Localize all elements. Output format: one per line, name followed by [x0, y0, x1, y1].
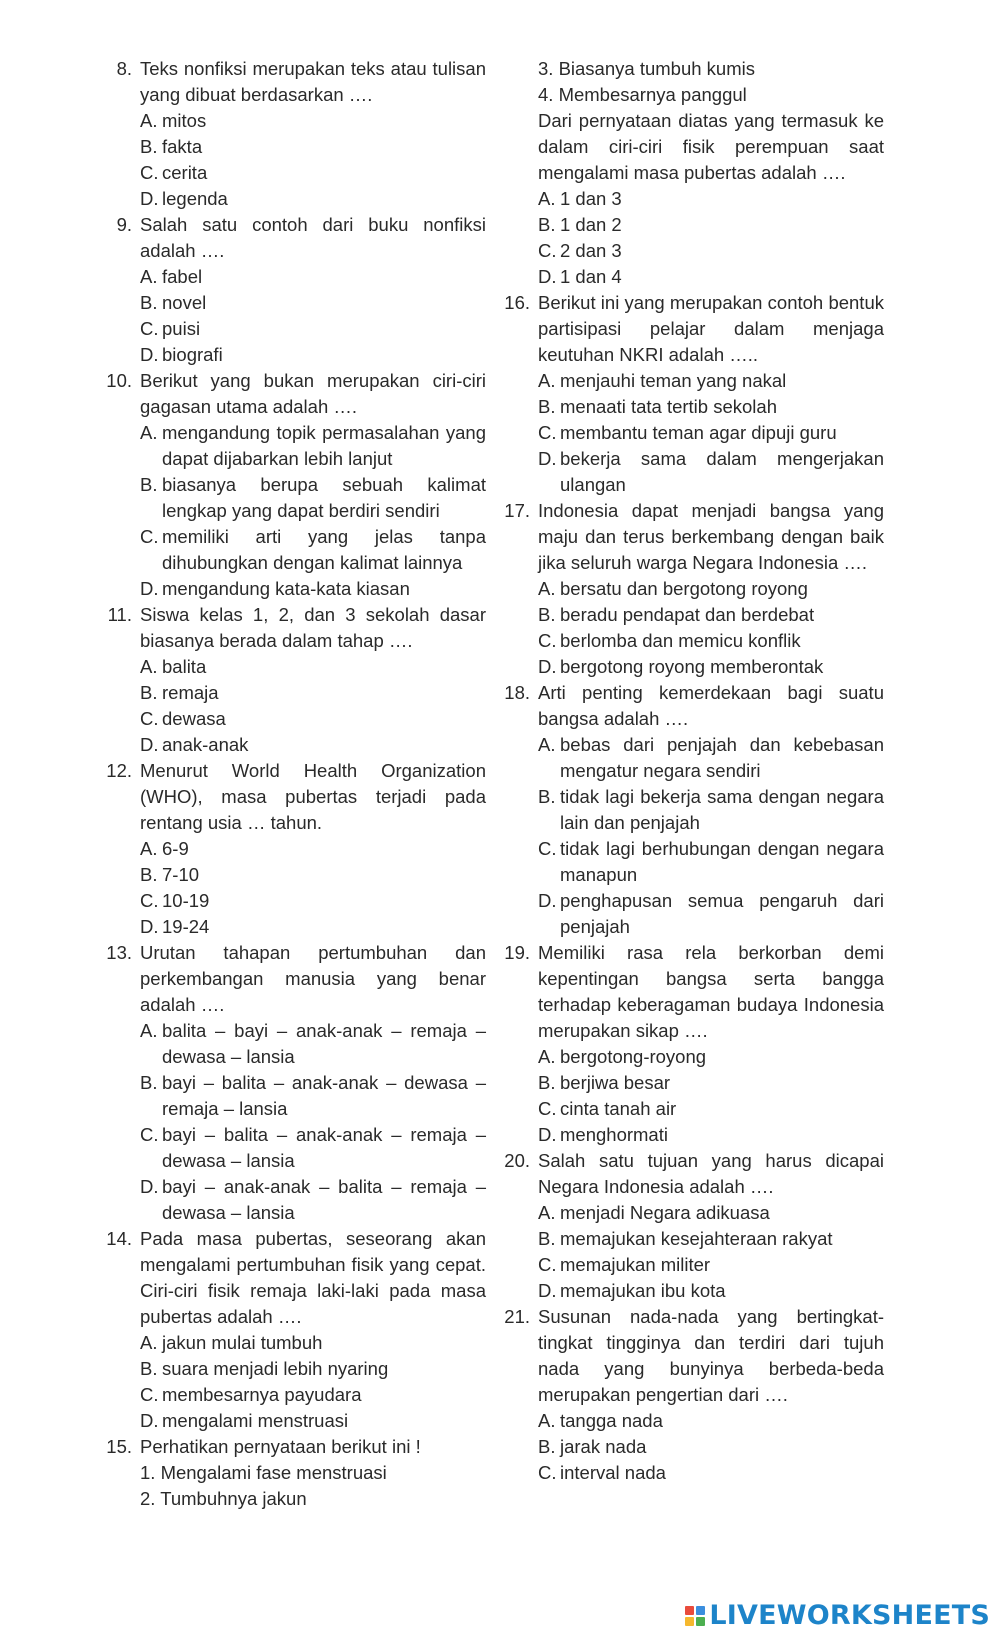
question-number: 10. [106, 370, 132, 391]
question-text: Dari pernyataan diatas yang termasuk ke dalam ciri-ciri fisik perempuan saat mengalami masa pubertas adalah …. [538, 110, 884, 183]
logo-text: LIVEWORKSHEETS [709, 1600, 990, 1631]
option-text: fakta [162, 136, 203, 157]
option-text: bayi – balita – anak-anak – dewasa – remaja – lansia [162, 1072, 486, 1119]
option-text: tidak lagi berhubungan dengan negara manapun [560, 838, 884, 885]
answer-option [538, 784, 884, 836]
option-text: mengandung topik permasalahan yang dapat dijabarkan lebih lanjut [162, 422, 486, 469]
answer-option [538, 732, 884, 784]
question-number: 9. [116, 214, 132, 235]
answer-option [538, 368, 884, 394]
answer-option [538, 1278, 884, 1304]
option-text: 6-9 [162, 838, 189, 859]
question-body [140, 758, 486, 940]
option-text: bayi – anak-anak – balita – remaja – dewasa – lansia [162, 1176, 486, 1223]
question [494, 498, 884, 680]
option-letter: A. [140, 838, 158, 859]
question [494, 1148, 884, 1304]
option-text: membesarnya payudara [162, 1384, 362, 1405]
answer-option [538, 888, 884, 940]
option-text: interval nada [560, 1462, 666, 1483]
question [494, 290, 884, 498]
option-letter: C. [538, 630, 557, 651]
answer-option [140, 420, 486, 472]
question-body [538, 1148, 884, 1304]
answer-option [140, 134, 486, 160]
option-letter: C. [538, 1098, 557, 1119]
answer-option [140, 1018, 486, 1070]
answer-option [538, 576, 884, 602]
option-letter: A. [140, 1020, 158, 1041]
option-letter: A. [538, 1046, 556, 1067]
option-letter: B. [140, 1072, 158, 1093]
question-number: 17. [504, 500, 530, 521]
question-body [140, 940, 486, 1226]
option-text: jakun mulai tumbuh [162, 1332, 323, 1353]
question-number: 15. [106, 1436, 132, 1457]
answer-option [140, 160, 486, 186]
option-letter: B. [140, 682, 158, 703]
logo-block [696, 1617, 705, 1626]
answer-option [140, 1122, 486, 1174]
question-text: Salah satu contoh dari buku nonfiksi adalah …. [140, 214, 486, 261]
question-number: 20. [504, 1150, 530, 1171]
option-letter: A. [538, 188, 556, 209]
answer-option [140, 108, 486, 134]
option-letter: B. [140, 292, 158, 313]
answer-option [538, 1252, 884, 1278]
answer-option [140, 1174, 486, 1226]
question [96, 758, 486, 940]
option-letter: A. [140, 110, 158, 131]
option-text: remaja [162, 682, 219, 703]
option-letter: D. [538, 448, 557, 469]
question-body [538, 290, 884, 498]
question [96, 602, 486, 758]
answer-option [538, 1460, 884, 1486]
answer-option [538, 238, 884, 264]
option-text: mitos [162, 110, 207, 131]
answer-option [140, 732, 486, 758]
option-text: tidak lagi bekerja sama dengan negara lain dan penjajah [560, 786, 884, 833]
option-text: puisi [162, 318, 201, 339]
liveworksheets-logo[interactable] [685, 1600, 990, 1631]
answer-option [140, 1330, 486, 1356]
option-text: menjadi Negara adikuasa [560, 1202, 770, 1223]
question [494, 940, 884, 1148]
answer-option [140, 1070, 486, 1122]
answer-option [140, 888, 486, 914]
option-letter: D. [140, 344, 159, 365]
question-text: Memiliki rasa rela berkorban demi kepentingan bangsa serta bangga terhadap keberagaman budaya Indonesia merupakan sikap …. [538, 942, 884, 1041]
option-text: suara menjadi lebih nyaring [162, 1358, 389, 1379]
option-text: memajukan ibu kota [560, 1280, 726, 1301]
question-text: Menurut World Health Organization (WHO), masa pubertas terjadi pada rentang usia … tahun. [140, 760, 486, 833]
right-column [494, 56, 884, 1486]
answer-option [538, 1096, 884, 1122]
option-letter: D. [140, 1176, 159, 1197]
option-letter: A. [140, 422, 158, 443]
answer-option [538, 1226, 884, 1252]
option-letter: D. [538, 656, 557, 677]
answer-option [140, 862, 486, 888]
question-text: Berikut ini yang merupakan contoh bentuk partisipasi pelajar dalam menjaga keutuhan NKRI adalah ….. [538, 292, 884, 365]
option-letter: B. [538, 214, 556, 235]
option-letter: C. [140, 162, 159, 183]
option-text: menghormati [560, 1124, 668, 1145]
question-number: 12. [106, 760, 132, 781]
option-letter: C. [140, 708, 159, 729]
option-letter: C. [140, 318, 159, 339]
question-text: Berikut yang bukan merupakan ciri-ciri gagasan utama adalah …. [140, 370, 486, 417]
answer-option [538, 1044, 884, 1070]
option-text: memajukan kesejahteraan rakyat [560, 1228, 833, 1249]
question-body [538, 56, 884, 290]
option-letter: A. [140, 266, 158, 287]
statement: 1. Mengalami fase menstruasi [140, 1462, 387, 1483]
option-text: 19-24 [162, 916, 210, 937]
answer-option [538, 602, 884, 628]
option-text: menaati tata tertib sekolah [560, 396, 777, 417]
question [96, 1434, 486, 1512]
answer-option [140, 524, 486, 576]
option-letter: C. [538, 1462, 557, 1483]
answer-option [538, 654, 884, 680]
question-number: 21. [504, 1306, 530, 1327]
answer-option [140, 1408, 486, 1434]
option-letter: C. [140, 1384, 159, 1405]
option-text: 1 dan 4 [560, 266, 622, 287]
question-text: Pada masa pubertas, seseorang akan mengalami pertumbuhan fisik yang cepat. Ciri-ciri fisik remaja laki-laki pada masa pubertas adalah …. [140, 1228, 486, 1327]
question [96, 1226, 486, 1434]
option-text: memiliki arti yang jelas tanpa dihubungkan dengan kalimat lainnya [162, 526, 486, 573]
option-letter: C. [140, 890, 159, 911]
option-text: balita – bayi – anak-anak – remaja – dewasa – lansia [162, 1020, 486, 1067]
option-text: balita [162, 656, 207, 677]
question [96, 56, 486, 212]
option-text: bekerja sama dalam mengerjakan ulangan [560, 448, 884, 495]
answer-option [538, 1122, 884, 1148]
question-body [538, 680, 884, 940]
option-text: beradu pendapat dan berdebat [560, 604, 815, 625]
answer-option [140, 576, 486, 602]
option-text: berjiwa besar [560, 1072, 671, 1093]
option-text: memajukan militer [560, 1254, 711, 1275]
option-letter: C. [140, 526, 159, 547]
question-body [140, 1434, 486, 1512]
logo-blocks-icon [685, 1606, 705, 1626]
question-number: 18. [504, 682, 530, 703]
question-number: 8. [116, 58, 132, 79]
answer-option [140, 1382, 486, 1408]
question-body [538, 940, 884, 1148]
answer-option [140, 1356, 486, 1382]
answer-option [140, 836, 486, 862]
option-letter: D. [538, 1280, 557, 1301]
option-letter: C. [538, 240, 557, 261]
option-text: 7-10 [162, 864, 200, 885]
option-letter: A. [538, 734, 556, 755]
option-text: penghapusan semua pengaruh dari penjajah [560, 890, 884, 937]
answer-option [538, 628, 884, 654]
answer-option [538, 394, 884, 420]
question-text: Perhatikan pernyataan berikut ini ! [140, 1436, 421, 1457]
answer-option [140, 706, 486, 732]
answer-option [538, 446, 884, 498]
answer-option [538, 264, 884, 290]
question [96, 940, 486, 1226]
question-body [538, 498, 884, 680]
logo-block [696, 1606, 705, 1615]
statement: 3. Biasanya tumbuh kumis [538, 58, 755, 79]
option-text: bersatu dan bergotong royong [560, 578, 808, 599]
option-text: 1 dan 3 [560, 188, 622, 209]
option-letter: B. [538, 1228, 556, 1249]
option-text: biografi [162, 344, 223, 365]
option-text: anak-anak [162, 734, 249, 755]
question-text: Teks nonfiksi merupakan teks atau tulisan yang dibuat berdasarkan …. [140, 58, 486, 105]
question-number: 16. [504, 292, 530, 313]
option-text: fabel [162, 266, 203, 287]
statement: 4. Membesarnya panggul [538, 84, 747, 105]
option-letter: B. [538, 1072, 556, 1093]
option-text: dewasa [162, 708, 226, 729]
answer-option [538, 1408, 884, 1434]
option-letter: D. [538, 266, 557, 287]
option-letter: A. [538, 1202, 556, 1223]
answer-option [538, 420, 884, 446]
question-number: 13. [106, 942, 132, 963]
question-body [140, 368, 486, 602]
question-text: Salah satu tujuan yang harus dicapai Negara Indonesia adalah …. [538, 1150, 884, 1197]
option-text: berlomba dan memicu konflik [560, 630, 801, 651]
question-body [140, 602, 486, 758]
question-number: 19. [504, 942, 530, 963]
question [494, 680, 884, 940]
question-text: Siswa kelas 1, 2, dan 3 sekolah dasar biasanya berada dalam tahap …. [140, 604, 486, 651]
option-letter: B. [538, 1436, 556, 1457]
answer-option [538, 1434, 884, 1460]
option-text: cinta tanah air [560, 1098, 677, 1119]
answer-option [538, 1200, 884, 1226]
option-text: tangga nada [560, 1410, 663, 1431]
option-letter: B. [140, 474, 158, 495]
option-letter: B. [140, 864, 158, 885]
question [96, 368, 486, 602]
option-text: bergotong royong memberontak [560, 656, 824, 677]
answer-option [140, 680, 486, 706]
option-text: 1 dan 2 [560, 214, 622, 235]
option-text: bayi – balita – anak-anak – remaja – dewasa – lansia [162, 1124, 486, 1171]
option-letter: C. [538, 422, 557, 443]
answer-option [140, 472, 486, 524]
question-body [140, 212, 486, 368]
option-text: novel [162, 292, 207, 313]
answer-option [140, 316, 486, 342]
logo-block [685, 1617, 694, 1626]
answer-option [140, 264, 486, 290]
option-text: cerita [162, 162, 208, 183]
answer-option [140, 914, 486, 940]
answer-option [140, 654, 486, 680]
option-letter: A. [140, 656, 158, 677]
option-letter: D. [140, 578, 159, 599]
answer-option [140, 186, 486, 212]
question-body [140, 56, 486, 212]
option-text: 2 dan 3 [560, 240, 622, 261]
option-text: legenda [162, 188, 228, 209]
option-text: mengalami menstruasi [162, 1410, 349, 1431]
option-text: 10-19 [162, 890, 210, 911]
question [96, 212, 486, 368]
option-letter: D. [538, 890, 557, 911]
option-text: bergotong-royong [560, 1046, 707, 1067]
option-letter: B. [140, 1358, 158, 1379]
option-letter: D. [140, 916, 159, 937]
option-letter: B. [538, 396, 556, 417]
question-number: 11. [107, 604, 132, 625]
option-text: biasanya berupa sebuah kalimat lengkap yang dapat berdiri sendiri [162, 474, 486, 521]
question [494, 1304, 884, 1486]
option-letter: A. [140, 1332, 158, 1353]
question-text: Urutan tahapan pertumbuhan dan perkembangan manusia yang benar adalah …. [140, 942, 486, 1015]
answer-option [538, 1070, 884, 1096]
question-text: Indonesia dapat menjadi bangsa yang maju dan terus berkembang dengan baik jika seluruh warga Negara Indonesia …. [538, 500, 884, 573]
option-letter: B. [538, 604, 556, 625]
option-letter: D. [140, 1410, 159, 1431]
question-body [538, 1304, 884, 1486]
logo-block [685, 1606, 694, 1615]
option-letter: C. [538, 838, 557, 859]
answer-option [140, 290, 486, 316]
option-text: bebas dari penjajah dan kebebasan mengatur negara sendiri [560, 734, 884, 781]
option-letter: B. [140, 136, 158, 157]
answer-option [538, 836, 884, 888]
option-letter: B. [538, 786, 556, 807]
option-letter: D. [140, 734, 159, 755]
question-number: 14. [106, 1228, 132, 1249]
option-letter: C. [538, 1254, 557, 1275]
left-column [96, 56, 486, 1512]
question-text: Susunan nada-nada yang bertingkat-tingkat tingginya dan terdiri dari tujuh nada yang bunyinya berbeda-beda merupakan pengertian dari …. [538, 1306, 884, 1405]
option-text: jarak nada [560, 1436, 647, 1457]
answer-option [140, 342, 486, 368]
option-letter: D. [140, 188, 159, 209]
option-text: menjauhi teman yang nakal [560, 370, 787, 391]
answer-option [538, 186, 884, 212]
option-letter: A. [538, 1410, 556, 1431]
option-letter: A. [538, 578, 556, 599]
answer-option [538, 212, 884, 238]
option-text: membantu teman agar dipuji guru [560, 422, 837, 443]
option-text: mengandung kata-kata kiasan [162, 578, 410, 599]
question [494, 56, 884, 290]
question-text: Arti penting kemerdekaan bagi suatu bangsa adalah …. [538, 682, 884, 729]
question-body [140, 1226, 486, 1434]
option-letter: D. [538, 1124, 557, 1145]
option-letter: A. [538, 370, 556, 391]
option-letter: C. [140, 1124, 159, 1145]
statement: 2. Tumbuhnya jakun [140, 1488, 307, 1509]
